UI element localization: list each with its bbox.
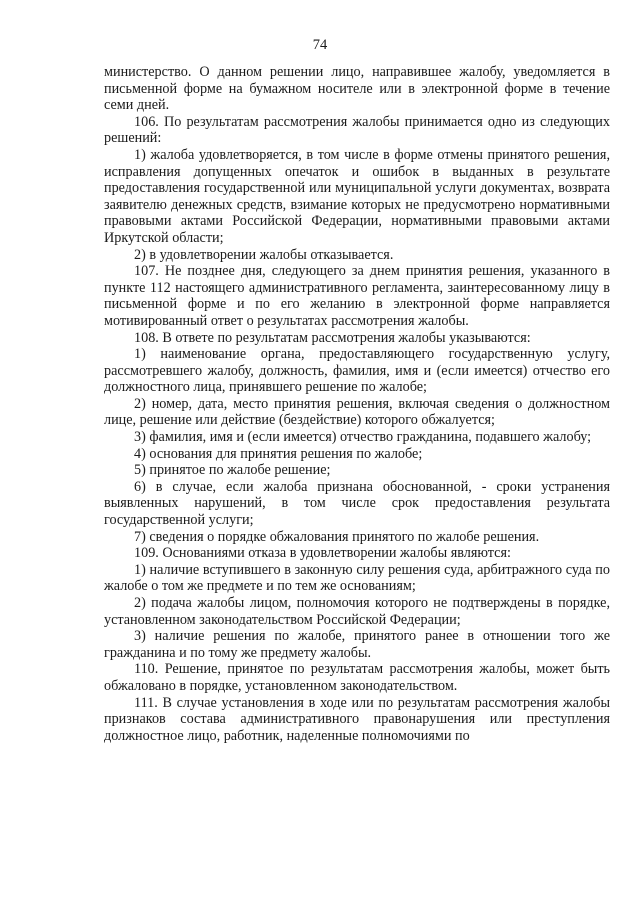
page-number: 74	[312, 37, 328, 53]
paragraph: 107. Не позднее дня, следующего за днем принятия решения, указанного в пункте 112 настоящего административного регламента, заинтересованному лицу в письменной форме и по его желанию в электронной форме направляется мотивированный ответ о результатах рассмотрения жалобы.	[104, 263, 610, 329]
paragraph: 111. В случае установления в ходе или по результатам рассмотрения жалобы признаков состава административного правонарушения или преступления должностное лицо, работник, наделенные полномочиями по	[104, 694, 610, 744]
paragraph: 2) номер, дата, место принятия решения, включая сведения о должностном лице, решение или действие (бездействие) которого обжалуется;	[104, 395, 610, 429]
paragraph: 1) наименование органа, предоставляющего государственную услугу, рассмотревшего жалобу, должность, фамилия, имя и (если имеется) отчество его должностного лица, принявшего решение по жалобе;	[104, 346, 610, 396]
paragraph: 7) сведения о порядке обжалования принятого по жалобе решения.	[134, 528, 540, 545]
paragraph: 2) в удовлетворении жалобы отказывается.	[134, 246, 394, 263]
paragraph: 1) наличие вступившего в законную силу решения суда, арбитражного суда по жалобе о том же предмете и по тем же основаниям;	[104, 561, 610, 595]
paragraph: 110. Решение, принятое по результатам рассмотрения жалобы, может быть обжаловано в порядке, установленном законодательством.	[104, 661, 610, 694]
paragraph: 108. В ответе по результатам рассмотрения жалобы указываются:	[134, 329, 531, 346]
paragraph: 1) жалоба удовлетворяется, в том числе в форме отмены принятого решения, исправления допущенных опечаток и ошибок в выданных в результате предоставления государственной или муниципальной услуги документах, возврата заявителю денежных средств, взимание которых не предусмотрено нормативными правовыми актами Российской Федерации, нормативными правовыми актами Иркутской области;	[104, 146, 610, 246]
paragraph: 6) в случае, если жалоба признана обоснованной, - сроки устранения выявленных нарушений, в том числе срок предоставления результата государственной услуги;	[104, 478, 610, 529]
paragraph: 2) подача жалобы лицом, полномочия которого не подтверждены в порядке, установленном законодательством Российской Федерации;	[104, 595, 610, 628]
paragraph: 5) принятое по жалобе решение;	[134, 462, 331, 479]
paragraph: 4) основания для принятия решения по жалобе;	[134, 445, 423, 462]
paragraph: 3) фамилия, имя и (если имеется) отчество гражданина, подавшего жалобу;	[134, 429, 592, 446]
paragraph: 109. Основаниями отказа в удовлетворении жалобы являются:	[134, 545, 511, 562]
paragraph: министерство. О данном решении лицо, направившее жалобу, уведомляется в письменной форме на бумажном носителе или в электронной форме в течение семи дней.	[104, 64, 610, 114]
paragraph: 3) наличие решения по жалобе, принятого ранее в отношении того же гражданина и по тому же предмету жалобы.	[104, 628, 610, 661]
paragraph: 106. По результатам рассмотрения жалобы принимается одно из следующих решений:	[104, 113, 610, 147]
document-body	[104, 64, 610, 744]
